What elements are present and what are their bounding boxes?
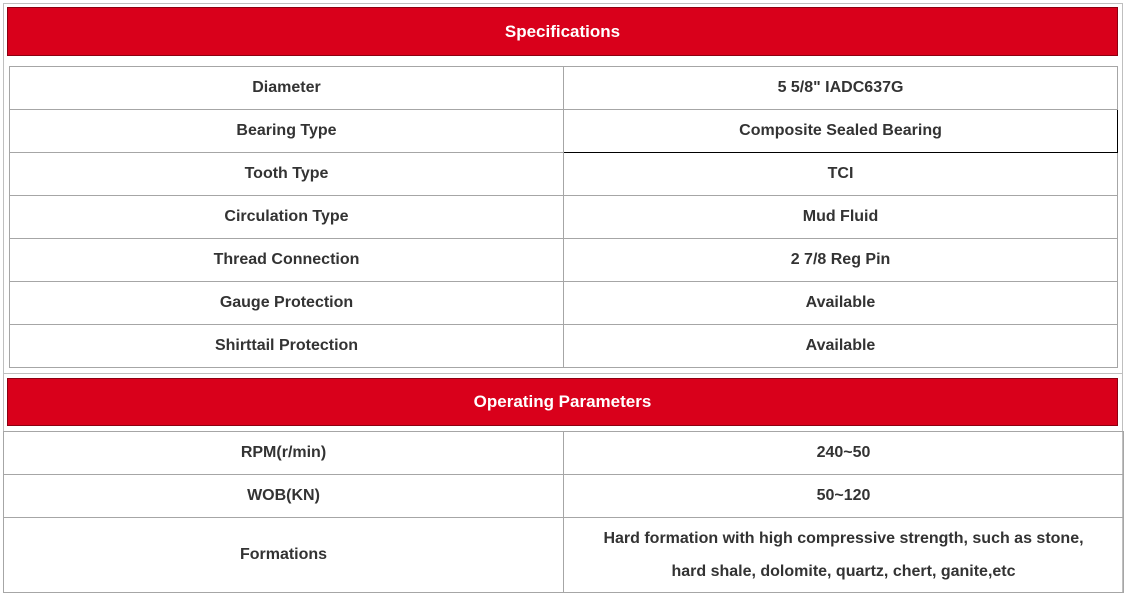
row-label: RPM(r/min) [4,432,564,475]
row-label: Tooth Type [10,153,564,196]
operating-parameters-title: Operating Parameters [473,392,652,411]
table-row [10,153,1118,196]
row-label: Formations [4,518,564,593]
table-row [10,239,1118,282]
row-label: Shirttail Protection [10,325,564,368]
table-row [4,475,1124,518]
table-row [10,196,1118,239]
row-value: Available [564,282,1118,325]
row-value: TCI [564,153,1118,196]
row-value: 240~50 [564,432,1124,475]
table-row [4,518,1124,593]
formations-line-2: hard shale, dolomite, quartz, chert, ganite,etc [671,563,1016,580]
table-row [4,432,1124,475]
table-row [10,325,1118,368]
row-label: Circulation Type [10,196,564,239]
row-label: Bearing Type [10,110,564,153]
specifications-table [9,66,1118,368]
section-divider [3,373,1123,374]
row-label: Diameter [10,67,564,110]
table-row [10,282,1118,325]
operating-parameters-table [3,431,1124,593]
row-label: Thread Connection [10,239,564,282]
table-row [10,67,1118,110]
specifications-title: Specifications [504,21,621,41]
row-value: Mud Fluid [564,196,1118,239]
row-value: 5 5/8" IADC637G [564,67,1118,110]
operating-parameters-header [8,379,1117,425]
specifications-header [8,8,1117,55]
row-value: Composite Sealed Bearing [564,110,1118,153]
row-value: Available [564,325,1118,368]
row-value [564,518,1124,593]
row-value: 2 7/8 Reg Pin [564,239,1118,282]
formations-line-1: Hard formation with high compressive strength, such as stone, [603,530,1084,547]
row-label: Gauge Protection [10,282,564,325]
table-row [10,110,1118,153]
row-value: 50~120 [564,475,1124,518]
row-label: WOB(KN) [4,475,564,518]
